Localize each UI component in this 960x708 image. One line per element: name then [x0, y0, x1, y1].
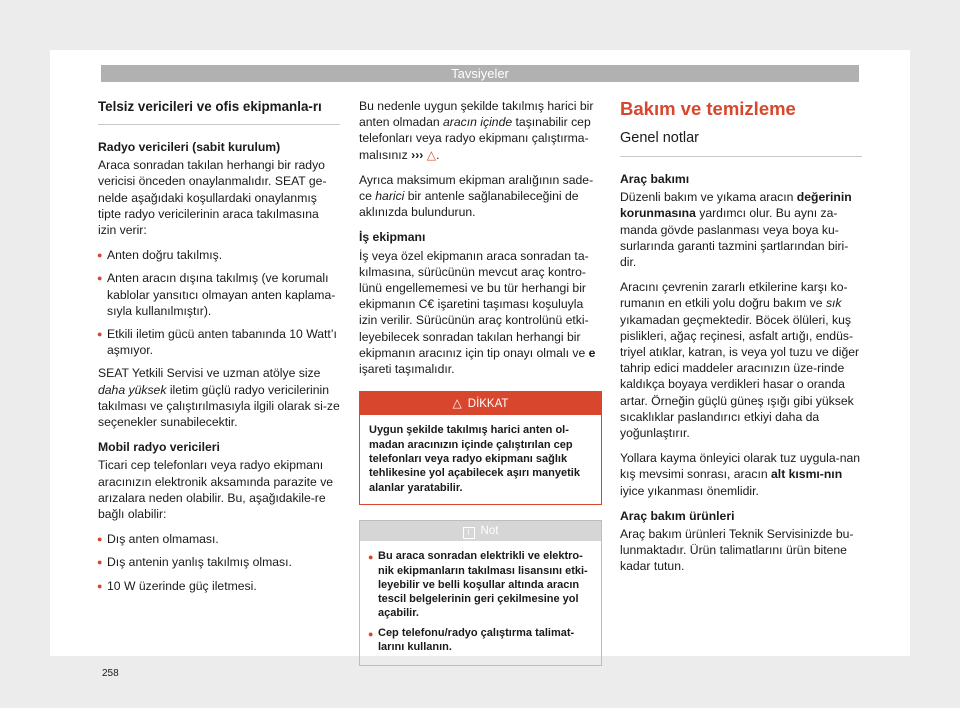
list-item: ● Anten doğru takılmış.: [98, 247, 340, 263]
section-title: Genel notlar: [620, 129, 862, 157]
warning-triangle-icon: △: [426, 147, 437, 162]
subheading-mobile-transmitters: Mobil radyo vericileri: [98, 440, 220, 455]
cross-reference-arrows: ›››: [411, 147, 424, 162]
paragraph: SEAT Yetkili Servisi ve uzman atölye size daha yüksek iletim güçlü radyo vericilerinin takılması ve çalıştırılmasıyla ilgili olarak si-ze seçenekler sunabilecektir.: [98, 366, 340, 430]
paragraph: Araç bakım ürünleri Teknik Servisinizde bu-lunmaktadır. Ürün talimatlarını ürün bitene kadar tutun.: [620, 527, 854, 574]
chapter-title: Bakım ve temizleme: [620, 98, 796, 119]
column-right: [620, 98, 862, 584]
paragraph: Düzenli bakım ve yıkama aracın değerinin korunmasına yardımcı olur. Bu aynı za-manda gövde paslanması veya boya ku-surlarında garanti tazmini şartlarından biri-dir.: [620, 190, 852, 270]
warning-text: Uygun şekilde takılmış harici anten ol-madan aracınızın içinde çalıştırılan cep telefonları veya radyo ekipmanı sağlık tehlikesine yol açabilecek aşırı manyetik alanlar yaratabilir.: [369, 424, 580, 494]
warning-box: [359, 391, 602, 505]
paragraph: Bu nedenle uygun şekilde takılmış harici bir anten olmadan aracın içinde taşınabilir cep telefonları veya radyo ekipmanı çalıştırma-malısınız ››› △.: [359, 99, 594, 162]
page-header: Tavsiyeler: [101, 65, 859, 82]
paragraph: Aracını çevrenin zararlı etkilerine karşı ko-rumanın en etkili yolu doğru bakım ve sık yıkamadan geçmektedir. Böcek ölüleri, kuş pislikleri, ağaç reçinesi, asfalt artığı, endüs-triyel atıklar, katran, is veya yol tuzu ve diğer tahrip edici maddeler aracınızın üze-rinde kaldıkça boyaya verdikleri hasar o oranda artar. Örneğin güçlü güneş ışığı gibi yüksek sıcaklıklar paslandırıcı etkiyi daha da yoğunlaştırır.: [620, 280, 860, 441]
subheading-vehicle-care: Araç bakımı: [620, 172, 690, 186]
list-item: ● Dış anten olmaması.: [98, 531, 340, 547]
subheading-radio-transmitters: Radyo vericileri (sabit kurulum): [98, 140, 281, 154]
note-body: [360, 541, 601, 665]
ce-mark-icon: C€: [418, 297, 435, 312]
note-box: [359, 520, 602, 666]
warning-header: △ DİKKAT: [360, 392, 601, 415]
paragraph: Ticari cep telefonları veya radyo ekipmanı aracınızın elektronik aksamında parazite ve arızalara neden olabilir. Bu, aşağıdakile-re bağlı olabilir:: [98, 458, 334, 522]
subheading-work-equipment: İş ekipmanı: [359, 230, 426, 245]
subheading-care-products: Araç bakım ürünleri: [620, 508, 735, 523]
warning-triangle-icon: △: [452, 396, 462, 411]
manual-page: [50, 50, 910, 679]
section-title: Telsiz vericileri ve ofis ekipmanla-rı: [98, 98, 340, 125]
info-icon: i: [463, 527, 475, 539]
list-item: ● Bu araca sonradan elektrikli ve elektro-nik ekipmanların takılması lisansını etki-leyebilir ve belli koşullar altında aracın tescil belgelerinin geri çekilmesine yol açabilir.: [369, 549, 592, 620]
page-number: 258: [102, 668, 119, 679]
list-item: ● Dış antenin yanlış takılmış olması.: [98, 554, 340, 570]
paragraph: Yollara kayma önleyici olarak tuz uygula-nan kış mevsimi sonrası, aracın alt kısmı-nın iyice yıkanması önemlidir.: [620, 451, 861, 498]
paragraph: İş veya özel ekipmanın araca sonradan ta-kılmasına, sürücünün mevcut araç kontro-lünü engellememesi ve bu tür herhangi bir ekipmanın C€ işaretini taşıması koşuluyla izin verilir. Sürücünün araç kontrolünü etki-leyebilecek sonradan takılan herhangi bir ekipmanın aracınız için tip onayı olmalı ve e işareti taşımalıdır.: [359, 248, 596, 377]
list-item: ● Etkili iletim gücü anten tabanında 10 Watt’ı aşmıyor.: [98, 326, 340, 358]
list-item: ● 10 W üzerinde güç iletmesi.: [98, 578, 340, 594]
paragraph: Ayrıca maksimum ekipman aralığının sade-ce harici bir antenle sağlanabileceğini de aklınızda bulundurun.: [359, 172, 594, 220]
column-left: [98, 98, 340, 601]
paragraph: Araca sonradan takılan herhangi bir radyo vericisi önceden onaylanmalıdır. SEAT ge-nelde aşağıdaki koşullardaki onaylanmış tipte radyo vericilerinin araca takılmasına izin verir:: [98, 158, 327, 238]
list-item: ● Anten aracın dışına takılmış (ve korumalı kablolar yansıtıcı olmayan anten kaplama-sıyla kullanılmıştır).: [98, 270, 340, 319]
note-header: i Not: [360, 521, 601, 541]
column-middle: [359, 98, 602, 666]
list-item: ● Cep telefonu/radyo çalıştırma talimat-larını kullanın.: [369, 626, 592, 655]
